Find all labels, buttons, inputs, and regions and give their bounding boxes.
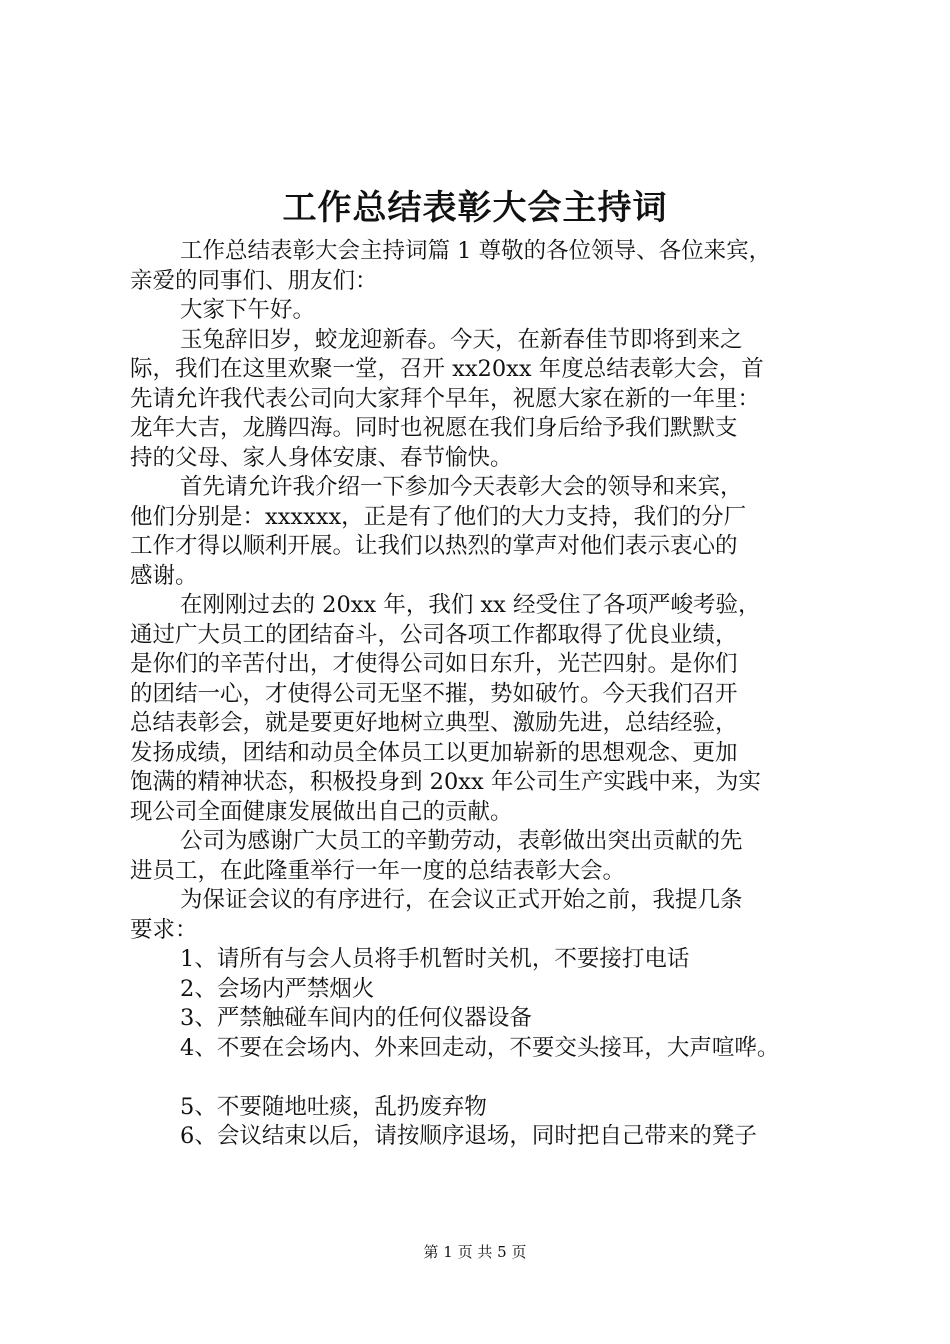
text-line: 6、会议结束以后，请按顺序退场，同时把自己带来的凳子 (180, 1123, 757, 1149)
text-line: 通过广大员工的团结奋斗，公司各项工作都取得了优良业绩， (130, 621, 738, 648)
text-line: 工作才得以顺利开展。让我们以热烈的掌声对他们表示衷心的 (130, 533, 738, 559)
blank-line (130, 1063, 850, 1093)
text-line: 公司为感谢广大员工的辛勤劳动，表彰做出突出贡献的先 (180, 828, 743, 854)
text-line: 大家下午好。 (180, 297, 316, 323)
text-line: 他们分别是：xxxxxx，正是有了他们的大力支持，我们的分厂 (130, 503, 747, 530)
text-line: 的团结一心，才使得公司无坚不摧，势如破竹。今天我们召开 (130, 680, 738, 707)
text-line: 是你们的辛苦付出，才使得公司如日东升，光芒四射。是你们 (130, 651, 738, 677)
text-line: 进员工，在此隆重举行一年一度的总结表彰大会。 (130, 857, 626, 884)
text-line: 持的父母、家人身体安康、春节愉快。 (130, 444, 513, 471)
text-line: 在刚刚过去的 20xx 年，我们 xx 经受住了各项严峻考验， (180, 592, 761, 618)
text-line: 现公司全面健康发展做出自己的贡献。 (130, 798, 513, 825)
text-line: 感谢。 (130, 562, 198, 589)
text-line: 总结表彰会，就是要更好地树立典型、激励先进，总结经验， (130, 710, 738, 736)
text-line: 亲爱的同事们、朋友们： (130, 267, 378, 294)
text-line: 饱满的精神状态，积极投身到 20xx 年公司生产实践中来，为实 (130, 769, 761, 795)
text-line: 首先请允许我介绍一下参加今天表彰大会的领导和来宾， (180, 474, 743, 500)
text-line: 际，我们在这里欢聚一堂，召开 xx20xx 年度总结表彰大会，首 (130, 356, 764, 382)
text-line: 发扬成绩，团结和动员全体员工以更加崭新的思想观念、更加 (130, 739, 738, 766)
text-line: 5、不要随地吐痰，乱扔废弃物 (180, 1093, 487, 1120)
text-line: 3、严禁触碰车间内的任何仪器设备 (180, 1005, 532, 1031)
text-line: 龙年大吉，龙腾四海。同时也祝愿在我们身后给予我们默默支 (130, 415, 738, 441)
text-line: 要求： (130, 916, 198, 943)
text-line: 为保证会议的有序进行，在会议正式开始之前，我提几条 (180, 887, 743, 913)
text-line: 先请允许我代表公司向大家拜个早年，祝愿大家在新的一年里： (130, 385, 761, 412)
text-line: 1、请所有与会人员将手机暂时关机，不要接打电话 (180, 946, 690, 972)
text-line: 4、不要在会场内、外来回走动，不要交头接耳，大声喧哗。 (180, 1034, 780, 1061)
document-body (130, 237, 850, 1152)
text-line: 工作总结表彰大会主持词篇 1 尊敬的各位领导、各位来宾， (180, 238, 772, 264)
page-footer: 第 1 页 共 5 页 (423, 1243, 527, 1261)
document-title: 工作总结表彰大会主持词 (282, 188, 668, 228)
text-line: 2、会场内严禁烟火 (180, 975, 375, 1002)
text-line: 玉兔辞旧岁，蛟龙迎新春。今天，在新春佳节即将到来之 (180, 326, 743, 353)
